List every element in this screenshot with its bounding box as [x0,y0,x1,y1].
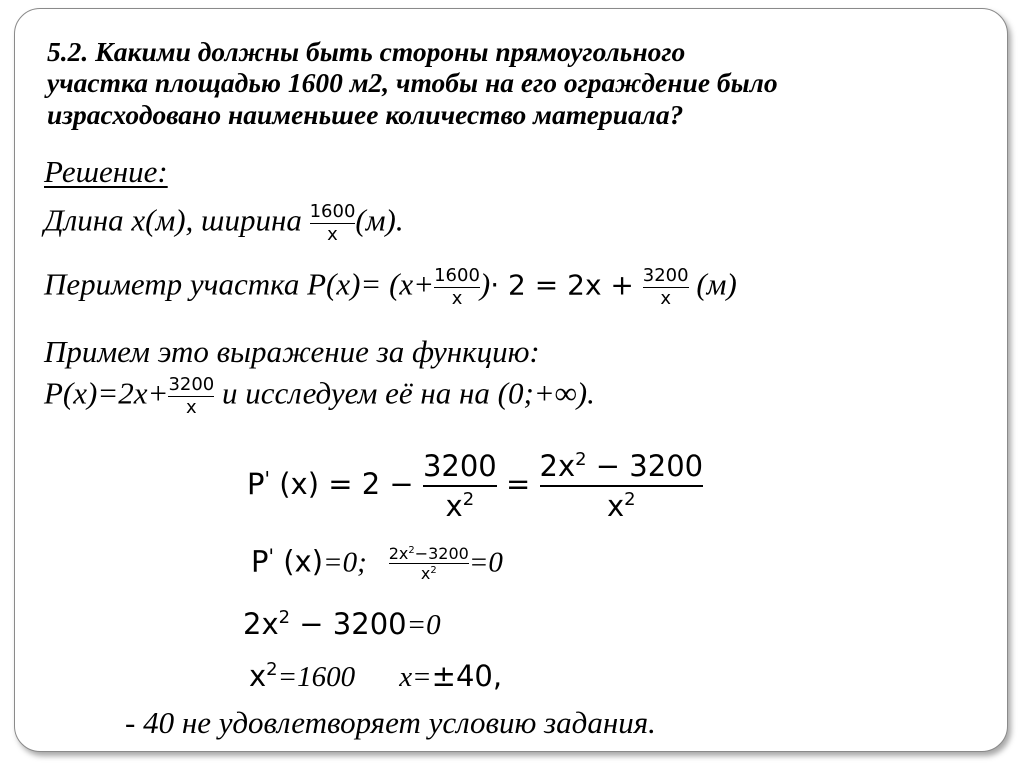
function-fraction-denominator: x [186,397,197,418]
derivative-fraction-1-denominator [423,487,497,525]
derivative-zero-lhs: P [251,544,269,579]
function-definition [44,374,595,419]
equation-eq: =0 [406,609,441,641]
length-width-text: Длина x(м), ширина [44,202,310,238]
derivative-zero-fraction-numerator [389,544,469,563]
derivative-fraction-2-den-exp: 2 [624,489,636,511]
derivative-zero-den-base: x [420,564,431,583]
derivative-fraction-2-den-base: x [607,489,625,523]
derivative-fraction-1-den-base: x [445,489,463,523]
equation-base: 2x [243,607,279,641]
length-width-line [44,201,404,246]
solution-heading: Решение: [44,154,168,189]
width-fraction-numerator: 1600 [309,201,356,222]
derivative-line [247,447,703,525]
derivative-lhs: P [247,467,265,501]
task-line-2: участка площадью 1600 м2, чтобы на его ограждение было [47,67,778,98]
solution-x-label: x= [399,661,432,693]
task-line-3: израсходовано наименьшее количество материала? [47,99,684,130]
derivative-zero-num-exp: 2 [408,545,415,557]
perimeter-mult: · 2 = 2x + [490,268,643,302]
perimeter-fraction-1 [434,265,480,310]
perimeter-fraction-2-numerator: 3200 [642,265,689,286]
perimeter-fraction-1-numerator: 1600 [434,265,480,286]
perimeter-fraction-2-denominator: x [660,288,672,309]
derivative-fraction-2-num-rest: − 3200 [586,449,704,483]
derivative-zero-arg: (x) [274,544,324,579]
derivative-zero-line [251,544,503,583]
function-definition-rest: и исследуем её на на (0;+∞). [214,375,595,411]
slide-frame [14,8,1008,752]
equation-rest: − 3200 [290,607,407,641]
perimeter-text: Периметр участка P(x)= (x+ [44,266,435,302]
perimeter-line [44,265,737,310]
solution-x-base: x [249,659,267,693]
derivative-zero-fraction [389,544,469,583]
quadratic-equation [243,607,441,642]
derivative-zero-num-rest: −3200 [414,544,469,563]
derivative-fraction-1-den-exp: 2 [462,489,475,511]
width-unit: (м). [355,202,404,238]
perimeter-unit: (м) [688,266,737,302]
derivative-fraction-1-numerator: 3200 [422,449,497,483]
derivative-fraction-2-num-exp: 2 [575,449,587,471]
derivative-fraction-1 [423,447,497,525]
solution-values-line [249,659,502,694]
derivative-fraction-2-numerator [540,447,704,485]
function-fraction-numerator: 3200 [168,374,215,395]
derivative-fraction-2 [540,447,704,525]
solution-x-eq: =1600 [277,661,356,693]
derivative-zero-rhs: =0 [468,546,503,579]
solution-x-exp: 2 [266,659,278,681]
derivative-zero-fraction-denominator [389,564,469,583]
derivative-eq: = [496,467,540,501]
task-line-1: 5.2. Какими должны быть стороны прямоугольного [47,36,686,67]
width-fraction-denominator: x [327,224,338,245]
perimeter-fraction-2 [643,265,689,310]
function-line: Примем это выражение за функцию: [44,334,540,369]
derivative-zero-den-exp: 2 [430,565,437,577]
equation-exp: 2 [278,607,291,629]
function-fraction [168,374,214,419]
derivative-zero-num-base: 2x [388,544,409,563]
width-fraction [310,201,356,246]
perimeter-close-paren: ) [479,266,491,302]
solution-x-value: ±40, [431,659,503,693]
function-definition-text: P(x)=2x+ [44,375,169,411]
derivative-zero-eq: =0; [323,546,367,579]
derivative-fraction-2-denominator [540,487,704,525]
derivative-zero-prime: ' [268,544,274,569]
derivative-fraction-2-num-base: 2x [539,449,576,483]
perimeter-fraction-1-denominator: x [451,288,463,309]
derivative-prime: ' [264,467,270,491]
derivative-arg: (x) = 2 − [270,467,423,501]
conclusion-line: - 40 не удовлетворяет условию задания. [125,705,656,740]
